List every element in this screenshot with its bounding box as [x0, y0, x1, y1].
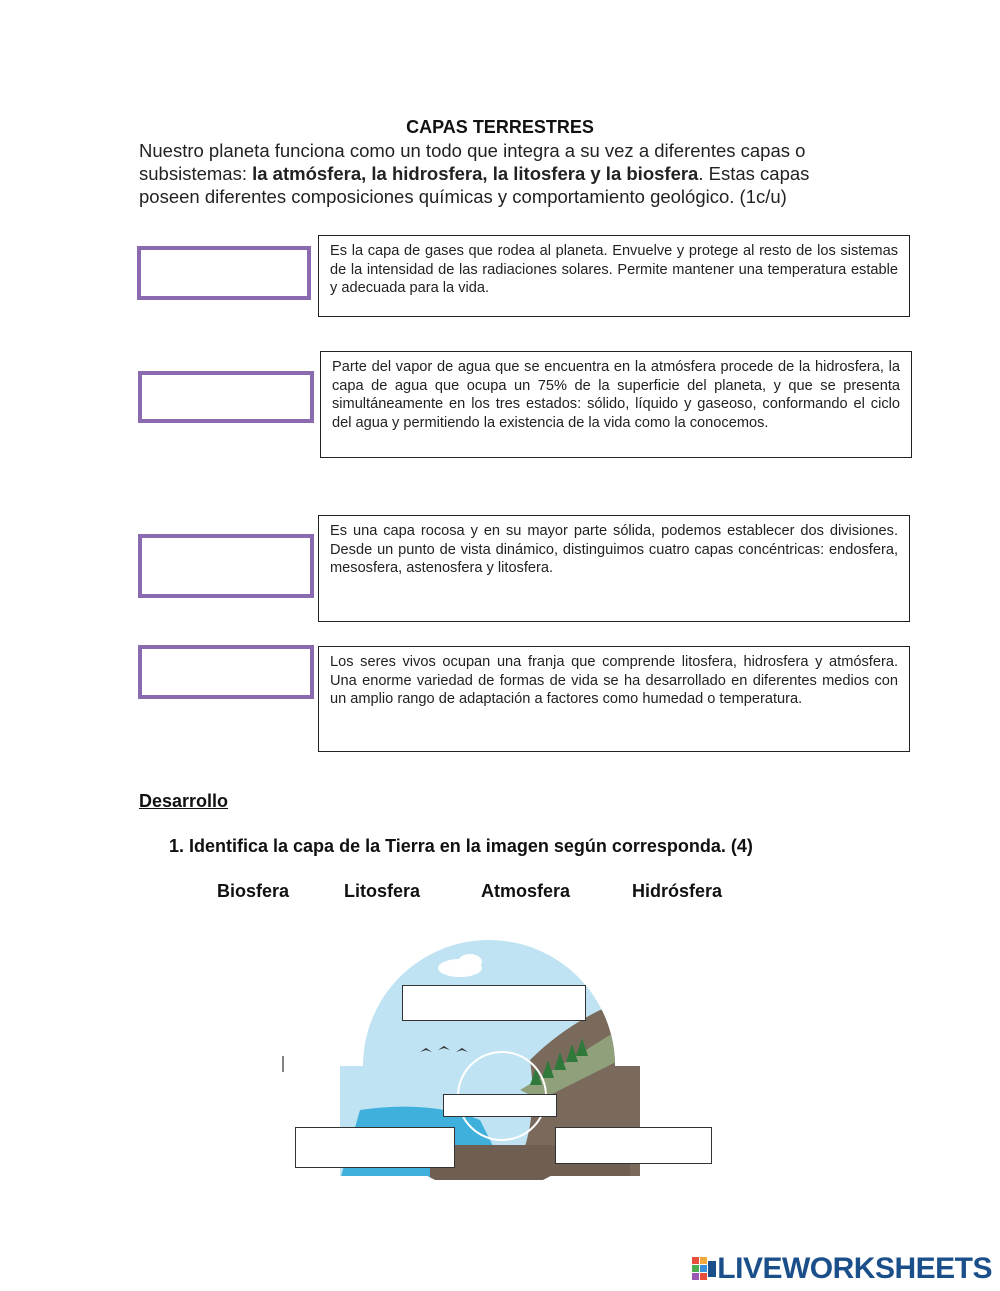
definition-box-3: Es una capa rocosa y en su mayor parte sólida, podemos establecer dos divisiones. Desde un punto de vista dinámico, distinguimos cuatro capas concéntricas: endosfera, mesosfera, astenosfera y litosfera. — [318, 515, 910, 622]
answer-box-3[interactable] — [138, 534, 314, 598]
definition-box-2: Parte del vapor de agua que se encuentra en la atmósfera procede de la hidrosfera, la capa de agua que ocupa un 75% de la superficie del planeta, y que se presenta simultáneamente en los tres estados: sólido, líquido y gaseoso, conformando el ciclo del agua y permitiendo la existencia de la vida como la conocemos. — [320, 351, 912, 458]
page-title: CAPAS TERRESTRES — [406, 117, 594, 137]
diagram-label-box-3[interactable] — [295, 1127, 455, 1168]
diagram-label-box-1[interactable] — [402, 985, 586, 1021]
definition-box-1: Es la capa de gases que rodea al planeta. Envuelve y protege al resto de los sistemas de la intensidad de las radiaciones solares. Permite mantener una temperatura estable y adecuada para la vida. — [318, 235, 910, 317]
diagram-label-box-2[interactable] — [443, 1094, 557, 1117]
word-biosfera: Biosfera — [217, 881, 290, 901]
intro-paragraph — [139, 139, 861, 208]
word-atmosfera: Atmosfera — [481, 881, 571, 901]
word-litosfera: Litosfera — [344, 881, 421, 901]
brand-name: LIVEWORKSHEETS — [717, 1252, 992, 1285]
question-1: 1. Identifica la capa de la Tierra en la imagen según corresponda. (4) — [169, 836, 753, 856]
section-title: Desarrollo — [139, 791, 229, 811]
definition-box-4: Los seres vivos ocupan una franja que comprende litosfera, hidrosfera y atmósfera. Una enorme variedad de formas de vida se ha desarrollado en diferentes medios con un amplio rango de adaptación a factores como humedad o temperatura. — [318, 646, 910, 752]
intro-text-1: Nuestro planeta funciona como un todo que integra a su vez a diferentes capas o subsistemas: — [139, 140, 806, 184]
answer-box-2[interactable] — [138, 371, 314, 423]
intro-bold: la atmósfera, la hidrosfera, la litosfera y la biosfera — [252, 163, 699, 184]
answer-box-4[interactable] — [138, 645, 314, 699]
liveworksheets-logo — [691, 1252, 992, 1286]
answer-box-1[interactable] — [137, 246, 311, 300]
diagram-label-box-4[interactable] — [555, 1127, 712, 1164]
logo-icon — [691, 1256, 717, 1282]
word-hidrosfera: Hidrósfera — [632, 881, 723, 901]
intro-text-2: . Estas capas poseen diferentes composiciones químicas y comportamiento geológico. (1c/u) — [139, 163, 810, 207]
